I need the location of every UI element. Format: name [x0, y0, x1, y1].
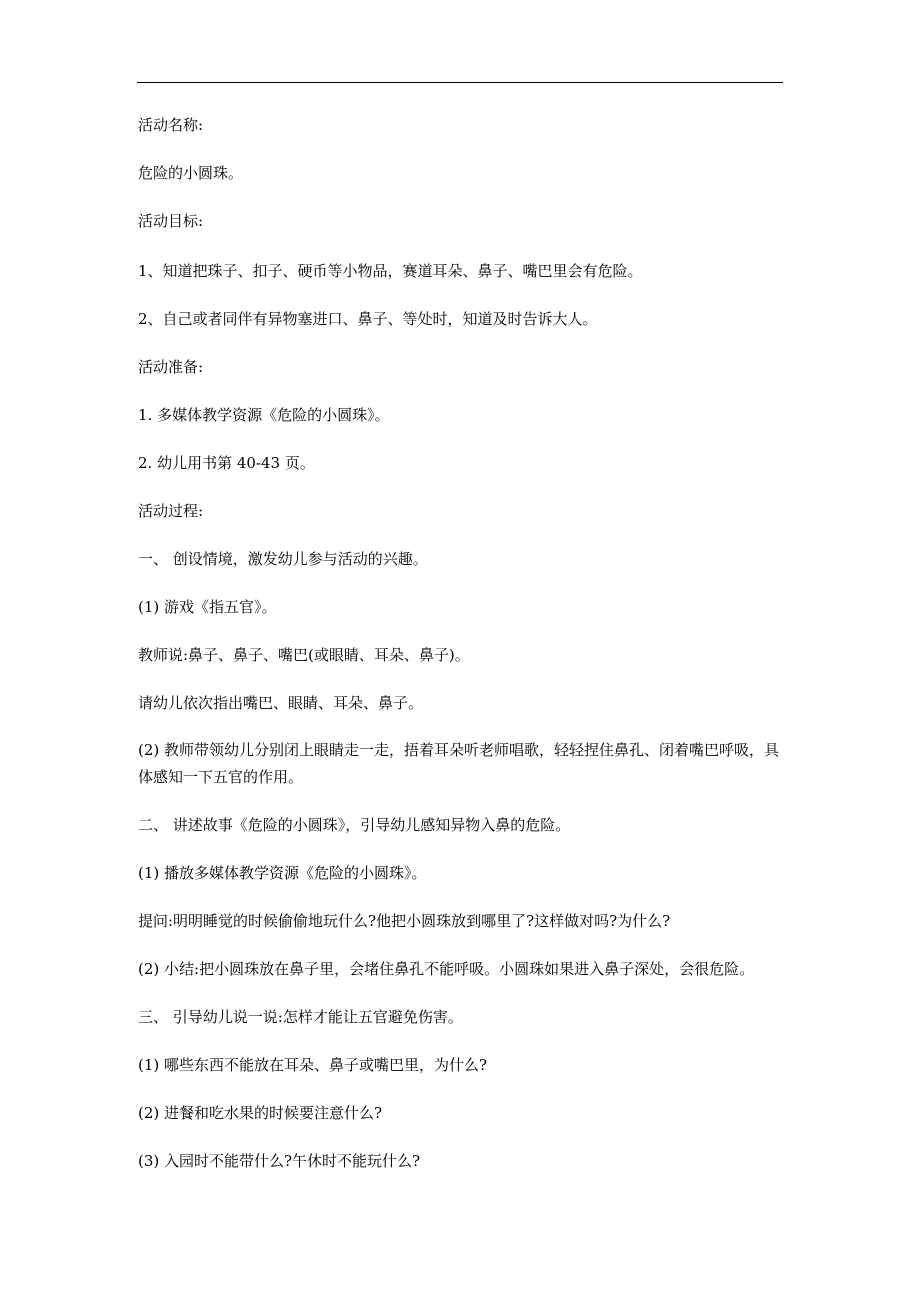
prep-item-1: 1. 多媒体教学资源《危险的小圆珠》。 — [138, 406, 390, 424]
section-three-title: 三、 引导幼儿说一说:怎样才能让五官避免伤害。 — [138, 1008, 463, 1026]
goal-item-2: 2、自己或者同伴有异物塞进口、鼻子、等处时，知道及时告诉大人。 — [138, 310, 598, 328]
header-rule — [137, 82, 783, 83]
section-two-title: 二、 讲述故事《危险的小圆珠》，引导幼儿感知异物入鼻的危险。 — [138, 816, 571, 834]
section-three-item-1: (1) 哪些东西不能放在耳朵、鼻子或嘴巴里，为什么? — [138, 1056, 488, 1074]
section-one-step-2: (2) 教师带领幼儿分别闭上眼睛走一走，捂着耳朵听老师唱歌，轻轻捏住鼻孔、闭着嘴巴呼吸，具体感知一下五官的作用。 — [138, 741, 780, 786]
heading-activity-name: 活动名称: — [138, 116, 204, 134]
section-three-item-3: (3) 入园时不能带什么?午休时不能玩什么? — [138, 1152, 421, 1170]
section-two-question: 提问:明明睡觉的时候偷偷地玩什么?他把小圆珠放到哪里了?这样做对吗?为什么? — [138, 912, 671, 930]
section-one-step-1: (1) 游戏《指五官》。 — [138, 598, 277, 616]
heading-activity-process: 活动过程: — [138, 502, 204, 520]
section-one-teacher-says: 教师说:鼻子、鼻子、嘴巴(或眼睛、耳朵、鼻子)。 — [138, 646, 470, 664]
prep-item-2: 2. 幼儿用书第 40-43 页。 — [138, 454, 315, 472]
activity-name-text: 危险的小圆珠。 — [138, 164, 244, 182]
section-one-title: 一、 创设情境，激发幼儿参与活动的兴趣。 — [138, 550, 428, 568]
heading-activity-prep: 活动准备: — [138, 358, 204, 376]
section-three-item-2: (2) 进餐和吃水果的时候要注意什么? — [138, 1104, 383, 1122]
section-one-instruction: 请幼儿依次指出嘴巴、眼睛、耳朵、鼻子。 — [138, 694, 424, 712]
goal-item-1: 1、知道把珠子、扣子、硬币等小物品，赛道耳朵、鼻子、嘴巴里会有危险。 — [138, 262, 643, 280]
section-two-step-1: (1) 播放多媒体教学资源《危险的小圆珠》。 — [138, 864, 427, 882]
section-two-summary: (2) 小结:把小圆珠放在鼻子里，会堵住鼻孔不能呼吸。小圆珠如果进入鼻子深处，会很危险。 — [138, 960, 755, 978]
heading-activity-goals: 活动目标: — [138, 212, 204, 230]
